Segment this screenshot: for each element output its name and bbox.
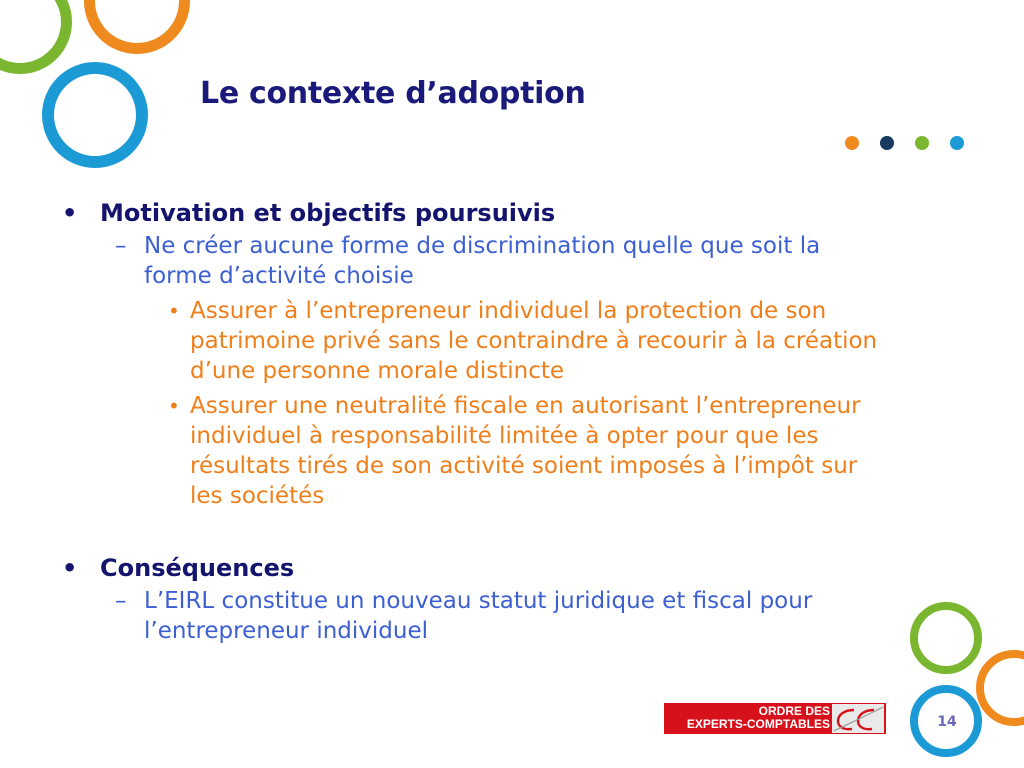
bullet-marker: •	[168, 299, 180, 323]
page-number: 14	[937, 714, 957, 730]
sub-point-text: L’EIRL constitue un nouveau statut juridique et fiscal pour l’entrepreneur individuel	[144, 588, 813, 644]
sub-point	[60, 231, 890, 291]
cc-swoosh-logo-icon	[832, 704, 884, 733]
bullet-marker: •	[168, 394, 180, 418]
section-heading-text: Motivation et objectifs poursuivis	[100, 199, 556, 227]
detail-point-text: Assurer à l’entrepreneur individuel la protection de son patrimoine privé sans le contraindre à recourir à la création d’une personne morale distincte	[190, 298, 878, 384]
dot-navy	[880, 136, 894, 150]
dash-marker: –	[115, 233, 127, 259]
detail-point	[60, 391, 890, 511]
sub-point	[60, 586, 890, 646]
decorative-ring-green-bottom	[910, 602, 982, 674]
slide-title: Le contexte d’adoption	[200, 76, 586, 111]
decorative-ring-green-top	[0, 0, 72, 74]
decorative-ring-orange-top	[84, 0, 190, 54]
logo-line-2: EXPERTS-COMPTABLES	[686, 717, 830, 731]
logo-line-1: ORDRE DES	[758, 704, 830, 718]
section-heading-motivation	[60, 196, 890, 230]
sub-point-text: Ne créer aucune forme de discrimination quelle que soit la forme d’activité choisie	[144, 233, 821, 289]
logo-text	[670, 705, 830, 731]
dot-blue	[950, 136, 964, 150]
detail-point-text: Assurer une neutralité fiscale en autorisant l’entrepreneur individuel à responsabilité limitée à opter pour que les résultats tirés de son activité soient imposés à l’impôt sur les sociétés	[190, 393, 861, 509]
bullet-marker: •	[62, 554, 78, 582]
section-heading-text: Conséquences	[100, 554, 295, 582]
detail-point	[60, 296, 890, 386]
dash-marker: –	[115, 588, 127, 614]
dot-green	[915, 136, 929, 150]
bullet-marker: •	[62, 199, 78, 227]
section-heading-consequences	[60, 551, 890, 585]
decorative-ring-blue-top	[42, 62, 148, 168]
ordre-experts-comptables-logo	[664, 703, 886, 734]
dot-orange	[845, 136, 859, 150]
slide-body	[60, 196, 890, 646]
decorative-ring-orange-bottom	[976, 650, 1024, 726]
